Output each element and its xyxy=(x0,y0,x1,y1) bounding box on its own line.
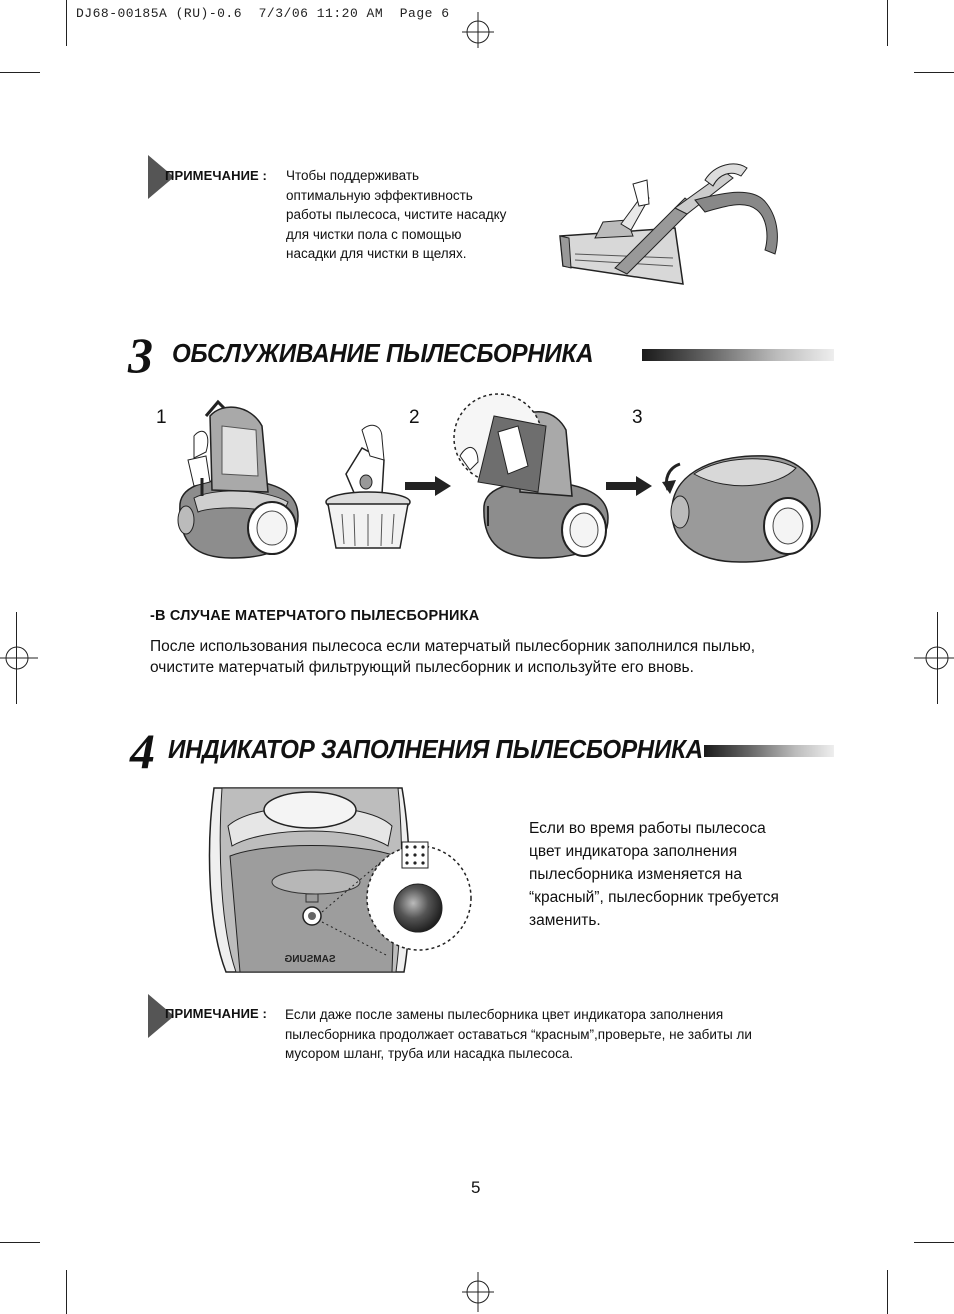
registration-mark-top xyxy=(458,12,498,52)
page-number: 5 xyxy=(471,1178,481,1197)
step-2-number: 2 xyxy=(409,407,420,428)
step3-closed-vacuum-illustration xyxy=(660,446,826,566)
section4-title-bar xyxy=(704,745,834,757)
note1-label: ПРИМЕЧАНИЕ : xyxy=(165,168,267,183)
samsung-logo-mirrored: SAMSUNG xyxy=(284,954,336,965)
step-1-number: 1 xyxy=(156,407,167,428)
registration-mark-bottom xyxy=(458,1272,498,1312)
note2-text: Если даже после замены пылесборника цвет индикатора заполнения пылесборника продолжает оставаться “красным”,проверьте, не забиты ли мусором шланг, труба или насадка пылесоса. xyxy=(285,1007,752,1061)
step2-insert-bag-illustration xyxy=(448,396,610,562)
registration-mark-left xyxy=(0,638,40,678)
section4-text: Если во время работы пылесоса цвет индикатора заполнения пылесборника изменяется на “красный”, пылесборник требуется заменить. xyxy=(529,820,779,929)
section3-body: После использования пылесоса если матерчатый пылесборник заполнился пылью, очистите матерчатый фильтрующий пылесборник и используйте его вновь. xyxy=(150,638,756,676)
section3-title-bar xyxy=(642,349,834,361)
note1-text: Чтобы поддерживать оптимальную эффективность работы пылесоса, чистите насадку для чистки пола с помощью насадки для чистки в щелях. xyxy=(286,168,507,261)
step-3-number: 3 xyxy=(632,407,643,428)
print-header: DJ68-00185A (RU)-0.6 7/3/06 11:20 AM Page 6 xyxy=(76,6,450,21)
registration-mark-right xyxy=(914,638,954,678)
section3-number: 3 xyxy=(128,327,153,383)
trash-bin-illustration xyxy=(322,420,414,550)
section4-title: ИНДИКАТОР ЗАПОЛНЕНИЯ ПЫЛЕСБОРНИКА xyxy=(168,734,703,764)
section4-number: 4 xyxy=(130,723,155,779)
note2-label: ПРИМЕЧАНИЕ : xyxy=(165,1006,267,1021)
dust-indicator-illustration xyxy=(206,786,476,976)
section3-title: ОБСЛУЖИВАНИЕ ПЫЛЕСБОРНИКА xyxy=(172,338,594,368)
section3-subheading: -В СЛУЧАЕ МАТЕРЧАТОГО ПЫЛЕСБОРНИКА xyxy=(150,608,480,624)
arrow-right-icon xyxy=(405,476,451,496)
floor-brush-illustration xyxy=(555,158,790,288)
step1-open-vacuum-illustration xyxy=(172,396,302,562)
arrow-right-icon xyxy=(606,476,652,496)
